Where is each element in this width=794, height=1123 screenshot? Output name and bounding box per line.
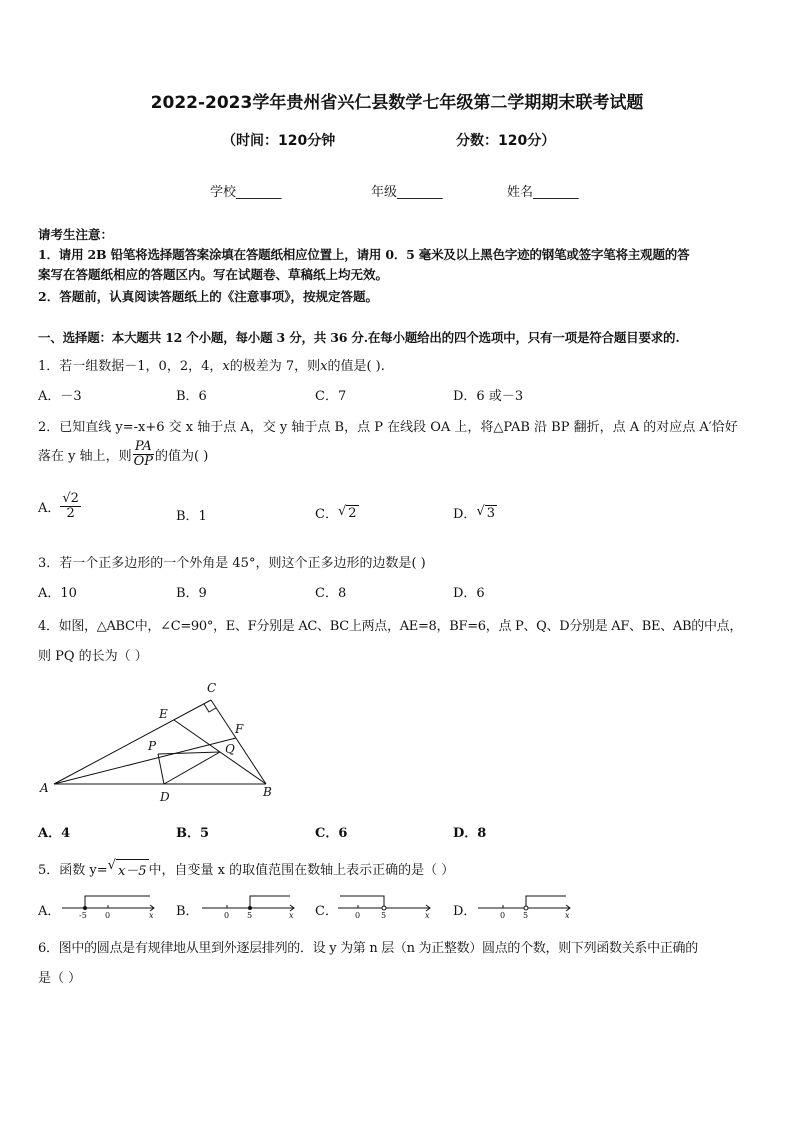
q2-option-d-label: D． [453,507,477,522]
q5-stem [38,858,454,879]
label-e: E [159,707,168,721]
q5-c-axis-x: x [425,911,430,920]
q5-sqrt: √ x－5 [107,858,147,879]
q1-stem [38,355,385,374]
q2-option-b[interactable]: B．1 [176,509,207,524]
q2-option-d-sqrt: √ 3 [476,504,496,521]
q5-b-tick-5: 5 [247,911,253,920]
q2-stem-2a: 落在 y 轴上，则 [38,449,132,465]
score-label: 分数：120分） [456,133,556,149]
label-d: D [160,790,170,804]
q2-option-a-den: 2 [66,506,75,522]
q1-stem-a: 1．若一组数据－1，0，2，4， [38,359,223,374]
q5-d-tick-0: 0 [500,911,506,920]
q3-option-b[interactable]: B．9 [176,586,207,601]
q5-d-axis-x: x [565,911,570,920]
q2-option-a-fraction [60,492,81,522]
q2-stem-line-1: 2．已知直线 y=-x+6 交 x 轴于点 A，交 y 轴于点 B，点 P 在线段 OA 上，将△PAB 沿 BP 翻折，点 A 的对应点 A′恰好 [38,420,738,435]
notice-line-2: 2．答题前，认真阅读答题纸上的《注意事项》，按规定答题。 [38,289,378,304]
q4-option-d[interactable]: D．8 [453,826,487,841]
q2-option-c-label: C． [315,507,338,522]
segment-ac [54,700,211,784]
q2-option-a-label: A． [38,501,61,517]
q5-b-axis-x: x [289,911,294,920]
q2-option-d-radicand: 3 [486,506,496,521]
q5-option-b-numberline[interactable] [200,892,300,922]
q5-stem-b: 中，自变量 x 的取值范围在数轴上表示正确的是（ ） [148,863,455,878]
q5-option-c-numberline[interactable] [336,892,436,922]
label-b: B [263,785,272,799]
q2-option-c-radicand: 2 [348,506,357,521]
label-f: F [235,722,244,736]
q2-option-d[interactable] [453,503,497,522]
q2-fraction-num: PA [134,439,152,454]
q4-option-b[interactable]: B．5 [176,826,210,841]
q5-d-tick-5: 5 [523,911,529,920]
q2-fraction [132,440,155,470]
q5-c-tick-0: 0 [355,911,361,920]
q5-a-axis-x: x [149,911,154,920]
label-a: A [40,781,49,795]
q1-var-x-2: x [320,359,328,374]
notice-heading: 请考生注意： [38,227,114,242]
segment-af [54,738,236,784]
notice-line-1: 1．请用 2B 铅笔将选择题答案涂填在答题纸相应位置上，请用 0．5 毫米及以上黑色字迹的钢笔或签字笔将主观题的答 [38,247,690,262]
q5-option-a-numberline[interactable] [60,892,160,922]
q2-option-a-num: √2 [62,491,79,506]
section-heading: 一、选择题：本大题共 12 个小题，每小题 3 分，共 36 分.在每小题给出的四个选项中，只有一项是符合题目要求的. [38,330,680,345]
q6-stem-line-1: 6．图中的圆点是有规律地从里到外逐层排列的．设 y 为第 n 层（n 为正整数）圆点的个数，则下列函数关系中正确的 [38,941,698,956]
q3-stem: 3．若一个正多边形的一个外角是 45°，则这个正多边形的边数是( ) [38,556,426,571]
school-field: 学校_______ [210,185,282,200]
q4-option-a[interactable]: A．4 [38,826,71,841]
q2-option-c[interactable] [315,503,359,522]
label-q: Q [225,742,235,756]
q2-option-c-sqrt: √ 2 [337,504,357,521]
q4-stem-line-2: 则 PQ 的长为（ ） [38,649,148,664]
q2-fraction-den: OP [133,454,154,470]
q1-option-c[interactable]: C．7 [315,389,347,404]
q2-stem-2b: 的值为( ) [155,449,209,465]
time-label: （时间：120分钟 [222,133,336,149]
segment-pd [158,754,164,784]
q4-stem-line-1: 4．如图，△ABC中，∠C=90°，E、F分别是 AC、BC上两点，AE=8，BF=6，点 P、Q、D分别是 AF、BE、AB的中点， [38,619,743,634]
segment-pq [158,752,220,754]
q5-option-a-label[interactable]: A． [38,904,61,919]
label-p: P [148,739,157,753]
q4-triangle-figure [30,678,290,808]
q3-option-c[interactable]: C．8 [315,586,347,601]
q2-option-a[interactable] [38,492,81,522]
q5-option-b-label[interactable]: B． [176,904,199,919]
label-c: C [207,681,217,695]
q5-stem-a: 5．函数 y= [38,863,108,878]
notice-line-1b: 案写在答题纸相应的答题区内。写在试题卷、草稿纸上均无效。 [38,267,389,282]
q1-option-a[interactable]: A．－3 [38,389,82,404]
q5-option-c-label[interactable]: C． [315,904,338,919]
q5-option-d-label[interactable]: D． [453,904,477,919]
q5-radicand: x－5 [116,859,149,879]
q1-option-b[interactable]: B．6 [176,389,207,404]
q5-a-tick-0: 0 [105,911,111,920]
name-field: 姓名_______ [507,185,579,200]
q1-option-d[interactable]: D．6 或－3 [453,389,524,404]
q5-option-d-numberline[interactable] [476,892,576,922]
q1-stem-b: 的极差为 7，则 [229,359,321,374]
q2-stem-line-2 [38,440,208,470]
q4-option-c[interactable]: C．6 [315,826,348,841]
q1-var-x: x [222,359,230,374]
q5-b-tick-0: 0 [224,911,230,920]
page-title: 2022-2023学年贵州省兴仁县数学七年级第二学期期末联考试题 [150,93,644,113]
q3-option-d[interactable]: D．6 [453,586,485,601]
q5-a-tick-neg5: -5 [79,911,87,920]
q1-stem-c: 的值是( ). [327,359,385,374]
q5-c-tick-5: 5 [381,911,387,920]
q6-stem-line-2: 是（ ） [38,971,82,986]
segment-dq [164,752,220,784]
q3-option-a[interactable]: A．10 [38,586,77,601]
grade-field: 年级_______ [371,185,443,200]
